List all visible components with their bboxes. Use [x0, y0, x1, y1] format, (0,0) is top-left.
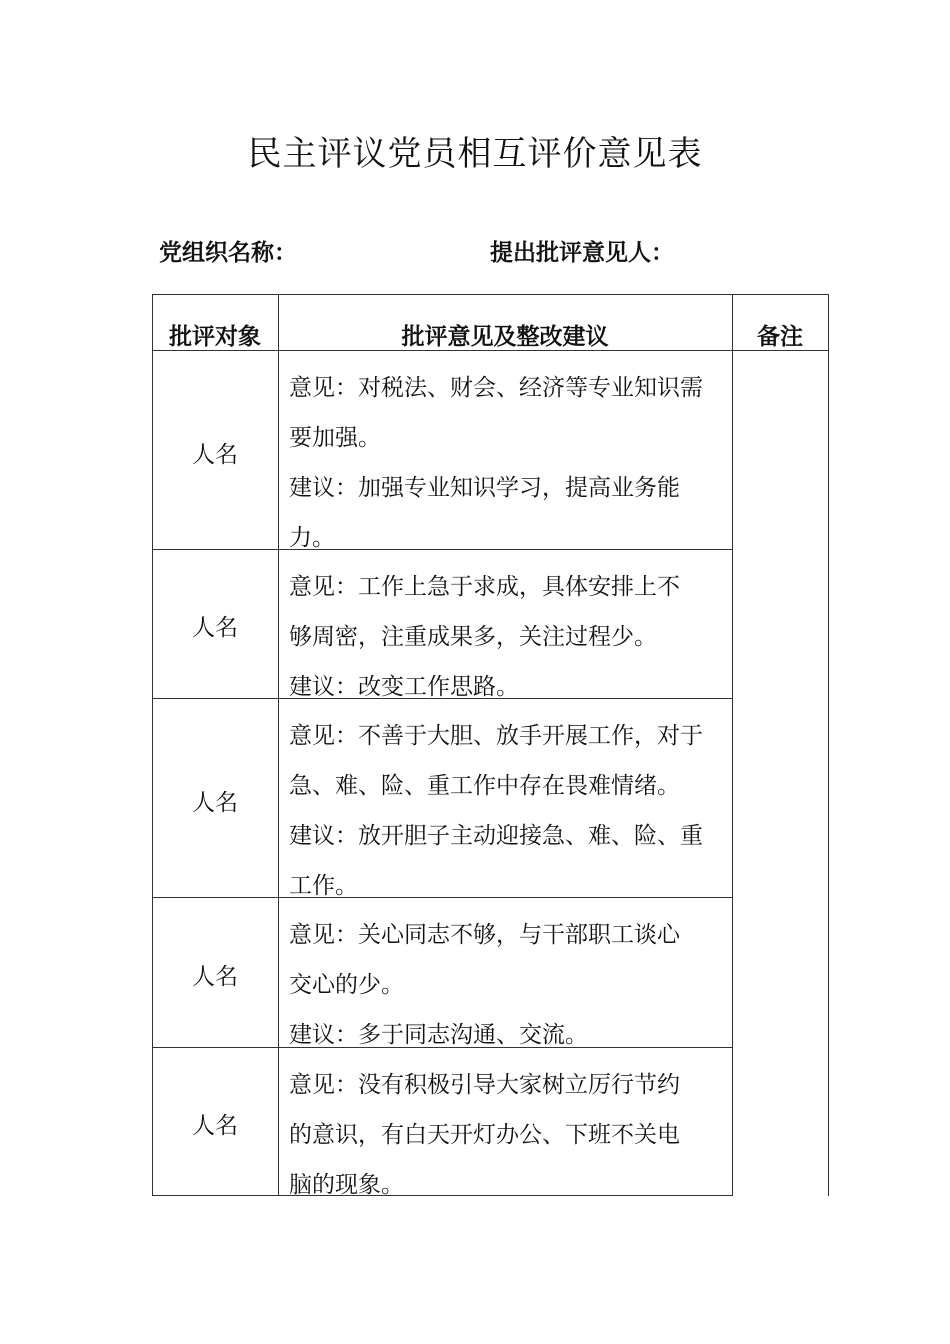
suggestion-line: 建议：改变工作思路。 — [289, 674, 519, 700]
column-divider — [278, 294, 279, 1196]
opinion-line: 意见：不善于大胆、放手开展工作，对于 — [289, 723, 703, 749]
opinion-line: 意见：关心同志不够，与干部职工谈心 — [289, 922, 680, 948]
suggestion-line: 力。 — [289, 525, 335, 551]
row-opinion — [289, 363, 729, 563]
table-top-border — [152, 294, 829, 295]
header-critic-target: 批评对象 — [169, 324, 261, 350]
opinion-line: 交心的少。 — [289, 972, 404, 998]
row-opinion — [289, 1060, 729, 1210]
row-name: 人名 — [192, 964, 238, 990]
party-org-label: 党组织名称： — [159, 240, 297, 266]
row-name: 人名 — [192, 442, 238, 468]
suggestion-line: 建议：多于同志沟通、交流。 — [289, 1022, 588, 1048]
table-right-border — [828, 294, 829, 1196]
header-remarks: 备注 — [757, 324, 803, 350]
row-name: 人名 — [192, 615, 238, 641]
opinion-line: 要加强。 — [289, 425, 381, 451]
opinion-line: 急、难、险、重工作中存在畏难情绪。 — [289, 773, 680, 799]
critic-label: 提出批评意见人： — [490, 240, 674, 266]
column-divider — [732, 294, 733, 1196]
opinion-line: 意见：工作上急于求成，具体安排上不 — [289, 574, 680, 600]
opinion-line: 够周密，注重成果多，关注过程少。 — [289, 624, 657, 650]
row-opinion — [289, 910, 729, 1060]
opinion-line: 的意识，有白天开灯办公、下班不关电 — [289, 1122, 680, 1148]
opinion-line: 脑的现象。 — [289, 1172, 404, 1198]
suggestion-line: 建议：放开胆子主动迎接急、难、险、重 — [289, 823, 703, 849]
document-title: 民主评议党员相互评价意见表 — [247, 134, 703, 174]
table-left-border — [152, 294, 153, 1196]
row-opinion — [289, 562, 729, 712]
opinion-line: 意见：没有积极引导大家树立厉行节约 — [289, 1072, 680, 1098]
row-name: 人名 — [192, 790, 238, 816]
suggestion-line: 工作。 — [289, 873, 358, 899]
suggestion-line: 建议：加强专业知识学习，提高业务能 — [289, 475, 680, 501]
row-opinion — [289, 711, 729, 911]
opinion-line: 意见：对税法、财会、经济等专业知识需 — [289, 375, 703, 401]
row-name: 人名 — [192, 1113, 238, 1139]
header-opinion-suggestion: 批评意见及整改建议 — [401, 324, 609, 350]
